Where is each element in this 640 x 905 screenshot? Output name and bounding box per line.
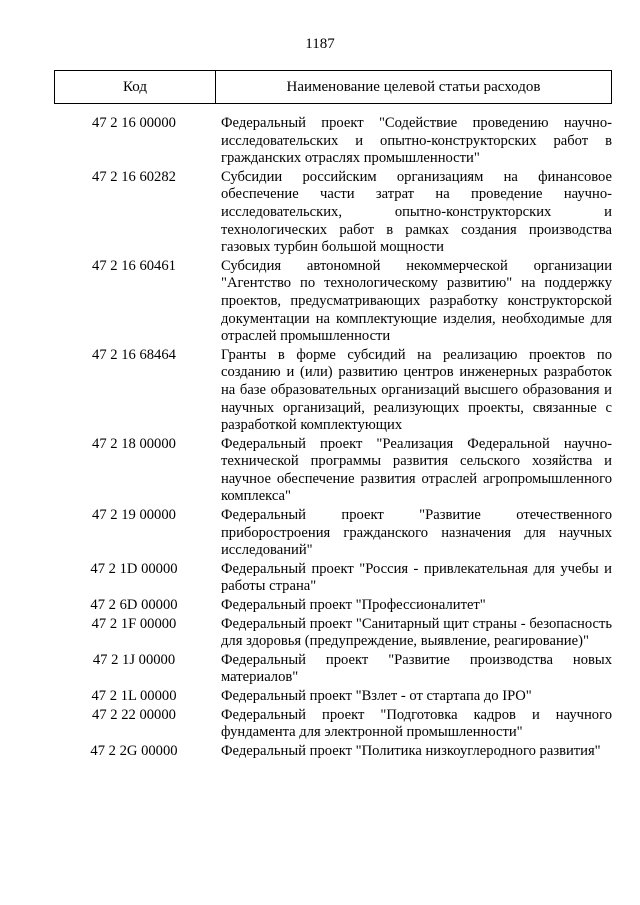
- table-row: [54, 561, 612, 596]
- row-description: Федеральный проект "Взлет - от стартапа до IPO": [221, 688, 532, 704]
- row-description: Федеральный проект "Содействие проведению научно-исследовательских и опытно-конструкторских работ в гражданских отраслях промышленности": [221, 115, 612, 167]
- row-code: 47 2 16 68464: [92, 346, 176, 363]
- column-header-code: Код: [55, 71, 216, 103]
- table-row: [54, 597, 612, 615]
- row-code: 47 2 18 00000: [92, 435, 176, 452]
- row-code: 47 2 2G 00000: [90, 742, 178, 759]
- table-body: [54, 115, 612, 760]
- table-header: [54, 70, 612, 104]
- row-description: Федеральный проект "Санитарный щит страны - безопасность для здоровья (предупреждение, выявление, реагирование)": [221, 615, 612, 650]
- table-row: [54, 115, 612, 168]
- table-row: [54, 707, 612, 742]
- row-code: 47 2 16 00000: [92, 115, 176, 131]
- row-description: Субсидия автономной некоммерческой организации "Агентство по технологическому развитию" на поддержку проектов, предусматривающих разработку конструкторской документации на комплектующие изделия, необходимые для отраслей промышленности: [221, 257, 612, 345]
- row-code: 47 2 1D 00000: [90, 560, 178, 577]
- table-row: [54, 688, 612, 706]
- row-description: Гранты в форме субсидий на реализацию проектов по созданию и (или) развитию центров инженерных разработок на базе образовательных организаций высшего образования и научных организаций, реализующих проекты, связанные с разработкой комплектующих: [221, 346, 612, 434]
- table-row: [54, 652, 612, 687]
- row-description: Федеральный проект "Реализация Федеральной научно-технической программы развития сельского хозяйства и научное обеспечение развития отраслей агропромышленного комплекса": [221, 435, 612, 505]
- table-row: [54, 743, 612, 761]
- row-code: 47 2 1J 00000: [92, 651, 176, 668]
- row-description: Федеральный проект "Развитие отечественного приборостроения гражданского назначения для научных исследований": [221, 507, 612, 559]
- row-code: 47 2 1L 00000: [91, 688, 177, 704]
- row-description: Федеральный проект "Подготовка кадров и научного фундамента для электронной промышленности": [221, 706, 612, 741]
- row-code: 47 2 16 60461: [92, 257, 176, 274]
- row-description: Федеральный проект "Развитие производства новых материалов": [221, 651, 612, 686]
- table-row: [54, 347, 612, 435]
- table-row: [54, 258, 612, 346]
- column-header-name: Наименование целевой статьи расходов: [286, 78, 541, 95]
- page-number: 1187: [305, 36, 335, 52]
- row-code: 47 2 19 00000: [92, 507, 176, 524]
- row-description: Федеральный проект "Профессионалитет": [221, 597, 486, 614]
- row-code: 47 2 16 60282: [92, 168, 176, 185]
- row-code: 47 2 6D 00000: [90, 597, 178, 614]
- row-description: Федеральный проект "Политика низкоуглеродного развития": [221, 742, 601, 759]
- table-row: [54, 169, 612, 257]
- row-code: 47 2 22 00000: [92, 706, 176, 723]
- row-description: Субсидии российским организациям на финансовое обеспечение части затрат на проведение научно-исследовательских, опытно-конструкторских и технологических работ в рамках создания производства газовых турбин большой мощности: [221, 168, 612, 256]
- table-row: [54, 507, 612, 560]
- row-code: 47 2 1F 00000: [91, 615, 177, 632]
- row-description: Федеральный проект "Россия - привлекательная для учебы и работы страна": [221, 560, 612, 595]
- table-row: [54, 436, 612, 506]
- table-row: [54, 616, 612, 651]
